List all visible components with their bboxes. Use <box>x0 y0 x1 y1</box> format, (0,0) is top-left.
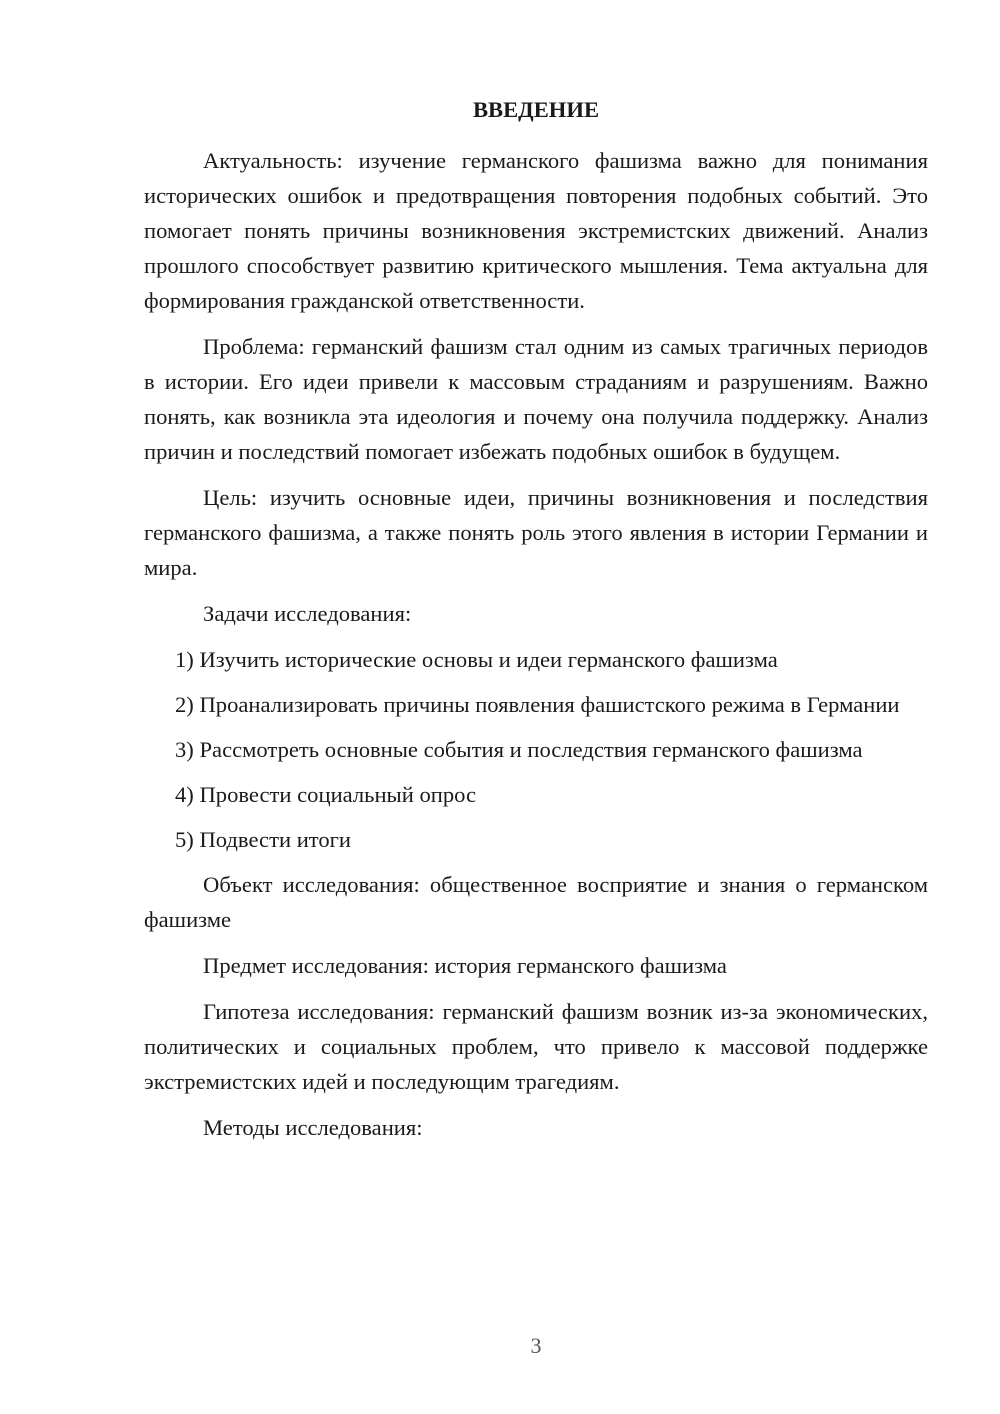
paragraph-goal: Цель: изучить основные идеи, причины возникновения и последствия германского фашизма, а также понять роль этого явления в истории Германии и мира. <box>144 485 928 580</box>
task-item-4: 4) Провести социальный опрос <box>175 782 477 807</box>
task-item-5: 5) Подвести итоги <box>175 827 352 852</box>
methods-heading: Методы исследования: <box>203 1115 423 1140</box>
page-number: 3 <box>530 1333 542 1358</box>
paragraph-subject: Предмет исследования: история германского фашизма <box>203 953 727 978</box>
task-item-2: 2) Проанализировать причины появления фашистского режима в Германии <box>175 692 900 717</box>
page-content <box>144 92 928 1156</box>
section-title: ВВЕДЕНИЕ <box>472 97 600 122</box>
task-item-3: 3) Рассмотреть основные события и последствия германского фашизма <box>175 737 863 762</box>
paragraph-relevance: Актуальность: изучение германского фашизма важно для понимания исторических ошибок и предотвращения повторения подобных событий. Это помогает понять причины возникновения экстремистских движений. Анализ прошлого способствует развитию критического мышления. Тема актуальна для формирования гражданской ответственности. <box>144 148 928 313</box>
task-item-1: 1) Изучить исторические основы и идеи германского фашизма <box>175 647 778 672</box>
paragraph-hypothesis: Гипотеза исследования: германский фашизм возник из-за экономических, политических и социальных проблем, что привело к массовой поддержке экстремистских идей и последующим трагедиям. <box>144 999 928 1094</box>
paragraph-object: Объект исследования: общественное восприятие и знания о германском фашизме <box>144 872 928 932</box>
tasks-heading: Задачи исследования: <box>203 601 412 626</box>
paragraph-problem: Проблема: германский фашизм стал одним из самых трагичных периодов в истории. Его идеи привели к массовым страданиям и разрушениям. Важно понять, как возникла эта идеология и почему она получила поддержку. Анализ причин и последствий помогает избежать подобных ошибок в будущем. <box>144 334 928 464</box>
